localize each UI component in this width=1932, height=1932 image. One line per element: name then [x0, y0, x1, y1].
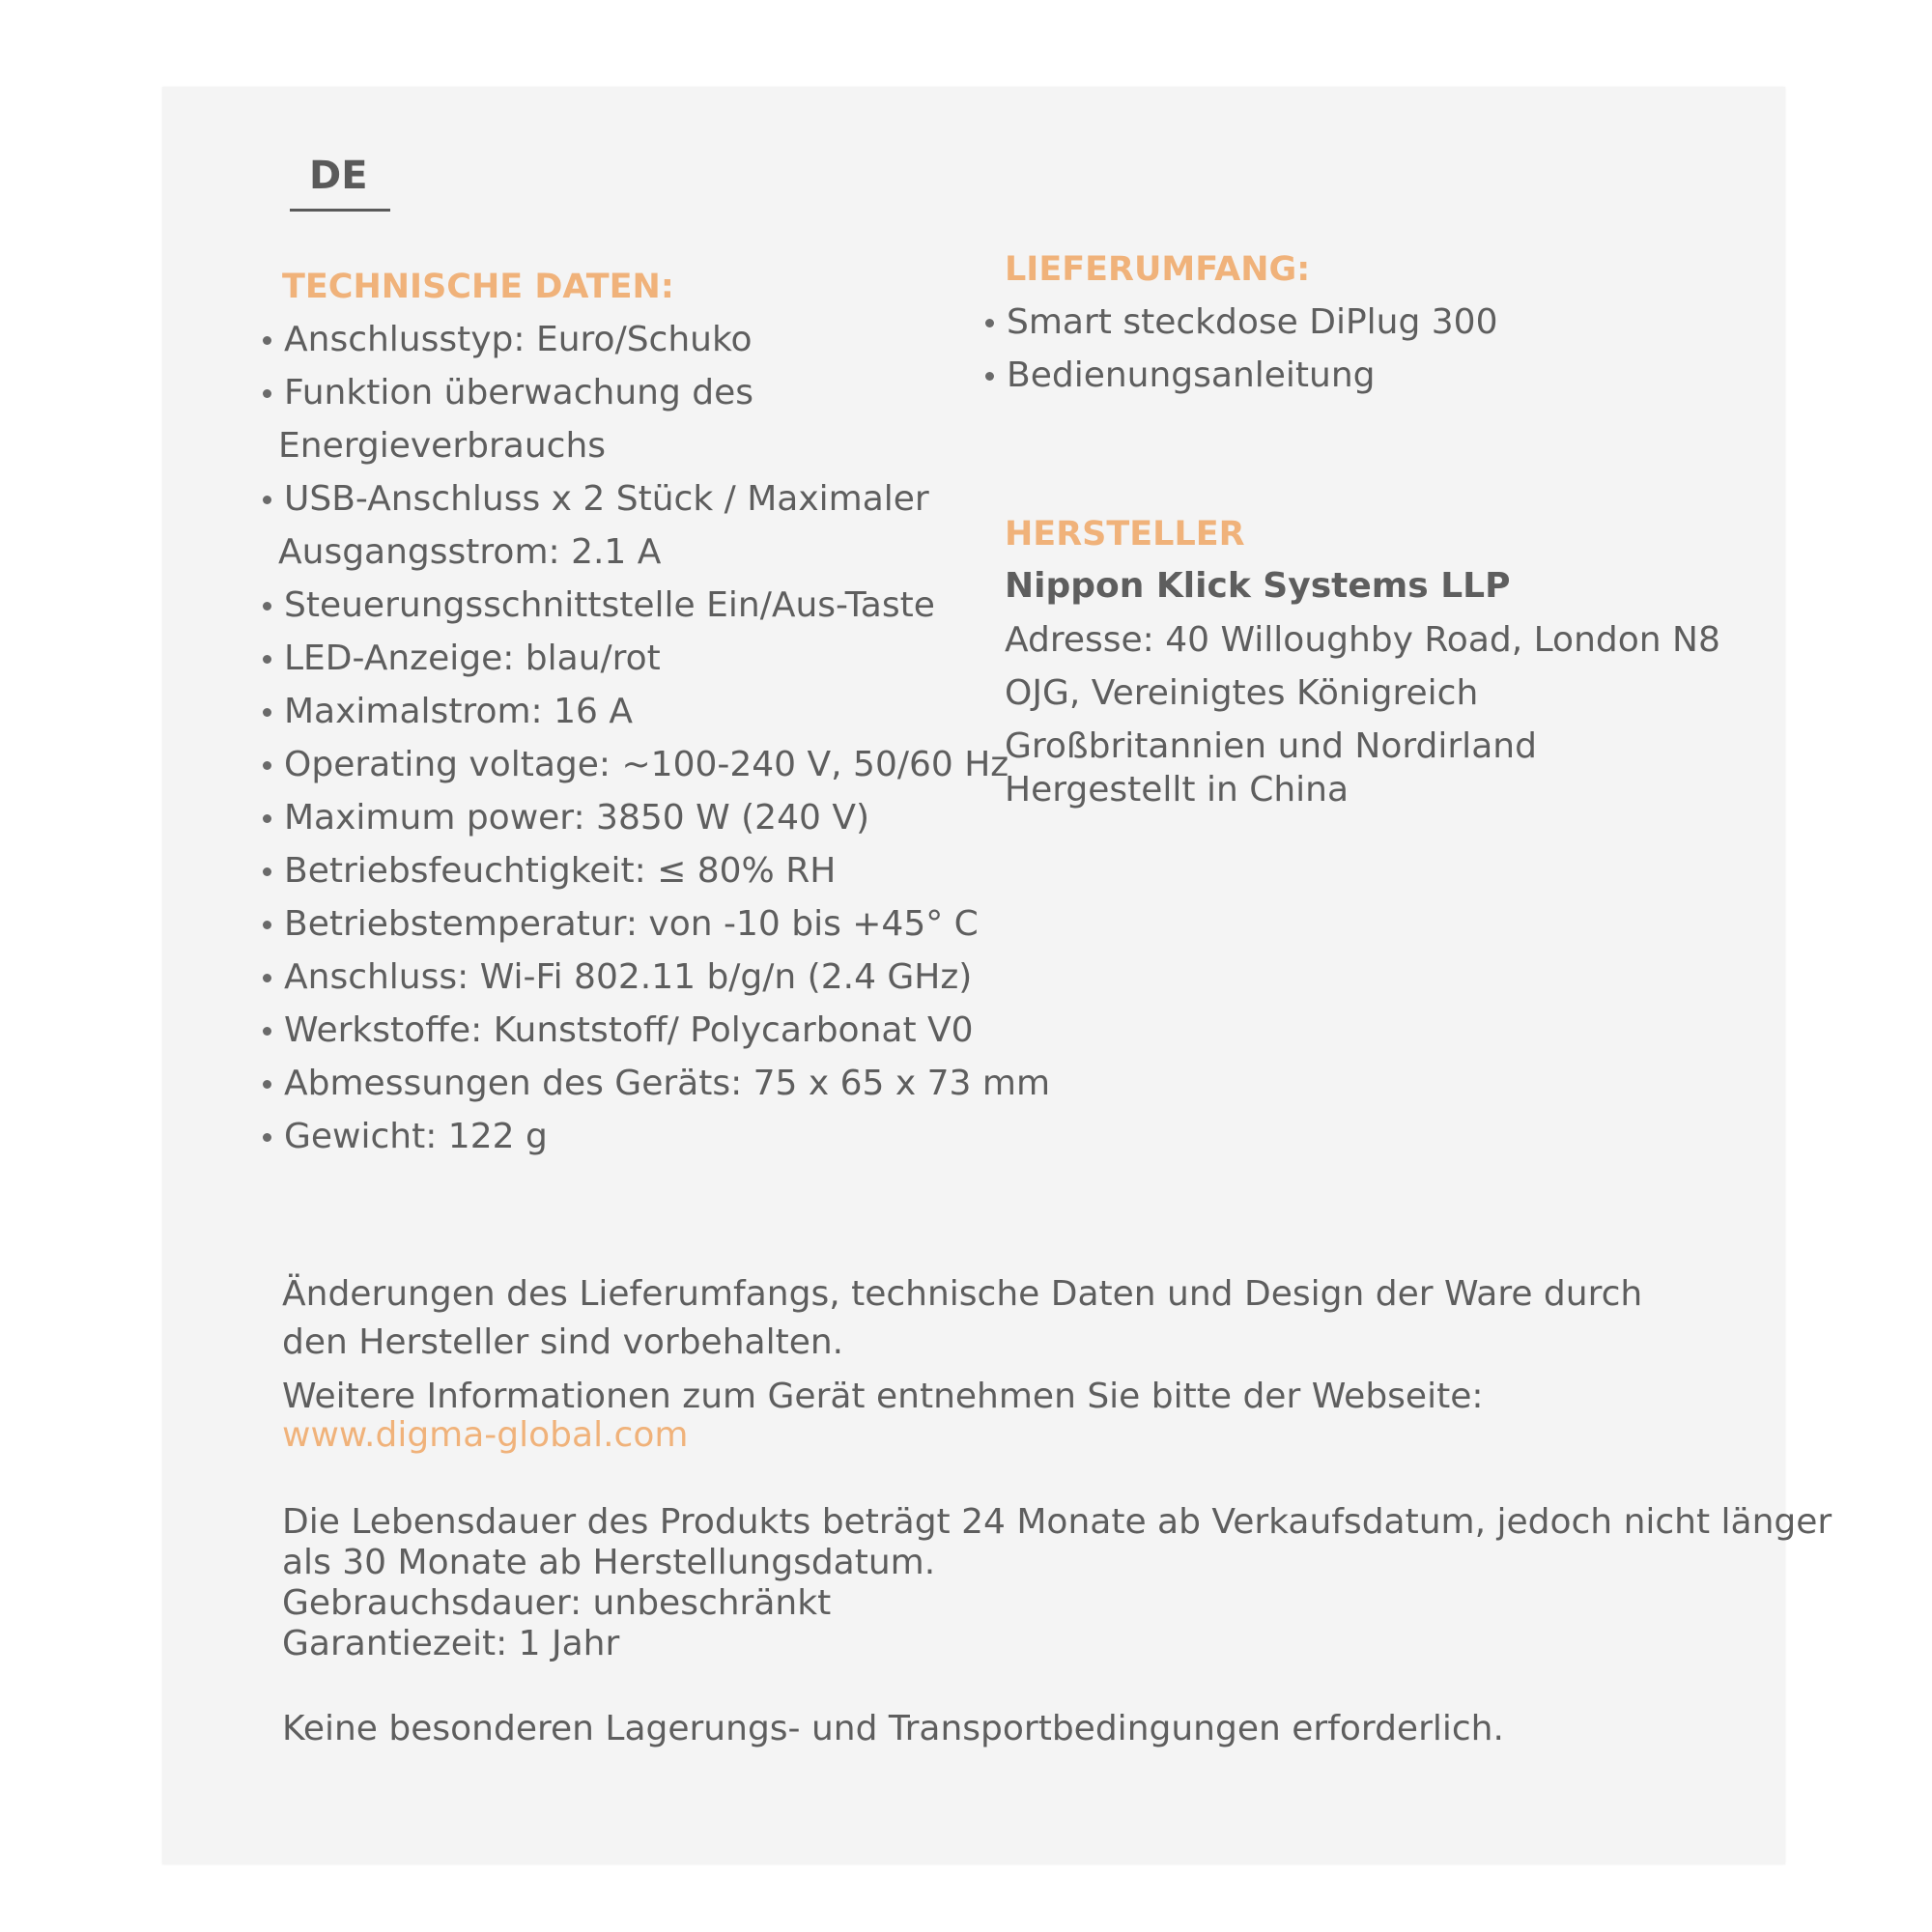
- list-item: Werkstoffe: Kunststoff/ Polycarbonat V0: [263, 1004, 1050, 1057]
- address-line: Adresse: 40 Willoughby Road, London N8: [1005, 620, 1720, 660]
- list-item: Abmessungen des Geräts: 75 x 65 x 73 mm: [263, 1057, 1050, 1110]
- usage-duration: Gebrauchsdauer: unbeschränkt: [282, 1583, 832, 1623]
- language-tag-underline: [290, 209, 390, 212]
- list-item: Bedienungsanleitung: [985, 349, 1497, 402]
- list-item: LED-Anzeige: blau/rot: [263, 632, 1050, 685]
- lifetime-line: als 30 Monate ab Herstellungsdatum.: [282, 1543, 936, 1582]
- list-item: Anschluss: Wi-Fi 802.11 b/g/n (2.4 GHz): [263, 951, 1050, 1004]
- list-item: Funktion überwachung des Energieverbrauchs: [263, 366, 1050, 472]
- list-item: Smart steckdose DiPlug 300: [985, 296, 1497, 349]
- address-line: Großbritannien und Nordirland: [1005, 726, 1537, 766]
- notice-line: Änderungen des Lieferumfangs, technische Daten und Design der Ware durch: [282, 1274, 1643, 1314]
- manufacturer-name: Nippon Klick Systems LLP: [1005, 566, 1511, 606]
- list-item: Maximalstrom: 16 A: [263, 685, 1050, 738]
- language-tag: DE: [309, 154, 368, 198]
- list-item: Maximum power: 3850 W (240 V): [263, 791, 1050, 844]
- notice-line: Weitere Informationen zum Gerät entnehmen Sie bitte der Webseite:: [282, 1377, 1484, 1416]
- list-item: Betriebstemperatur: von -10 bis +45° C: [263, 897, 1050, 951]
- storage-notice: Keine besonderen Lagerungs- und Transportbedingungen erforderlich.: [282, 1709, 1504, 1748]
- manufacturer-heading: HERSTELLER: [1005, 515, 1245, 554]
- list-item: Steuerungsschnittstelle Ein/Aus-Taste: [263, 579, 1050, 632]
- list-item: Betriebsfeuchtigkeit: ≤ 80% RH: [263, 844, 1050, 897]
- address-line: Hergestellt in China: [1005, 770, 1350, 810]
- list-item: USB-Anschluss x 2 Stück / Maximaler Ausgangsstrom: 2.1 A: [263, 472, 1050, 579]
- delivery-list: [985, 296, 1497, 402]
- lifetime-line: Die Lebensdauer des Produkts beträgt 24 Monate ab Verkaufsdatum, jedoch nicht länger: [282, 1502, 1833, 1542]
- technical-list: [263, 313, 1050, 1163]
- technical-heading: TECHNISCHE DATEN:: [282, 268, 674, 306]
- website-link[interactable]: www.digma-global.com: [282, 1415, 689, 1455]
- delivery-heading: LIEFERUMFANG:: [1005, 250, 1311, 289]
- notice-line: den Hersteller sind vorbehalten.: [282, 1322, 844, 1362]
- list-item: Gewicht: 122 g: [263, 1110, 1050, 1163]
- list-item: Operating voltage: ~100-240 V, 50/60 Hz: [263, 738, 1050, 791]
- list-item: Anschlusstyp: Euro/Schuko: [263, 313, 1050, 366]
- warranty-period: Garantiezeit: 1 Jahr: [282, 1624, 620, 1663]
- address-line: OJG, Vereinigtes Königreich: [1005, 673, 1479, 713]
